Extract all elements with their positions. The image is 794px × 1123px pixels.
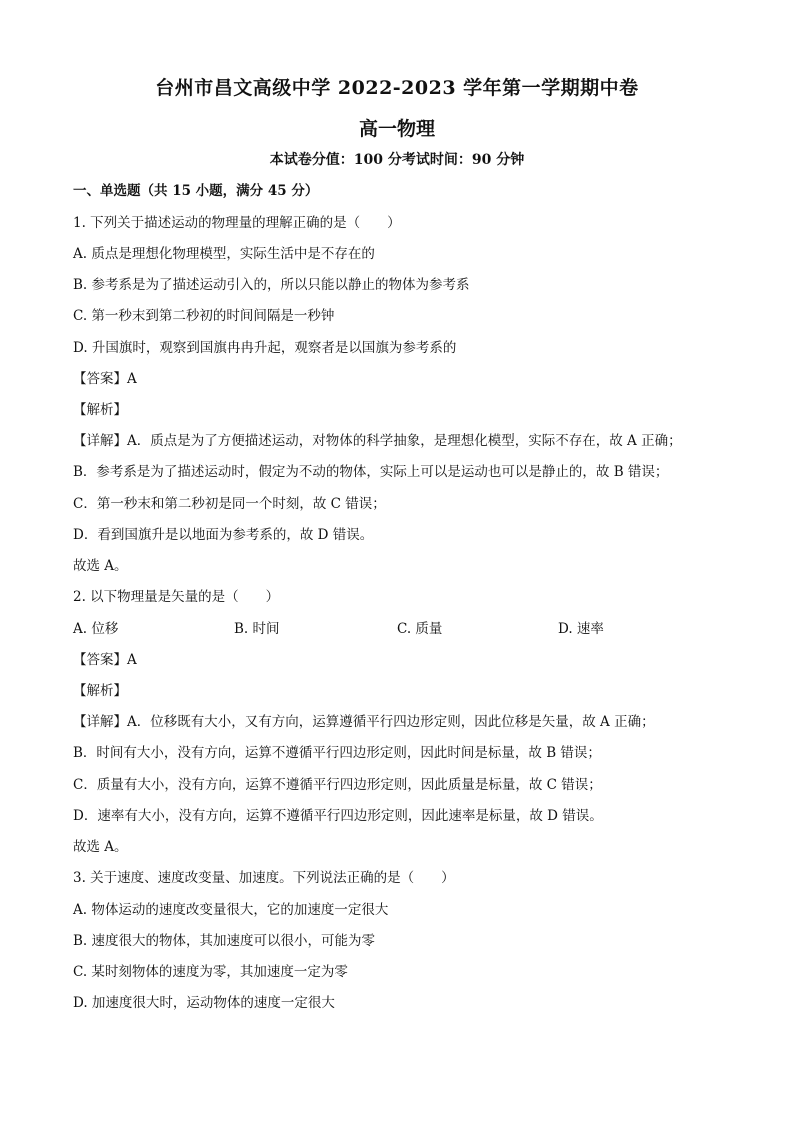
q2-stem: 2. 以下物理量是矢量的是（ ） bbox=[73, 589, 280, 605]
q1-analysis-label: 【解析】 bbox=[73, 402, 127, 418]
q2-option-c: C. 质量 bbox=[397, 621, 443, 637]
q1-option-a: A. 质点是理想化物理模型，实际生活中是不存在的 bbox=[73, 246, 375, 262]
q1-choose: 故选 A。 bbox=[73, 558, 128, 574]
q1-answer: 【答案】A bbox=[73, 371, 137, 387]
q2-detail-d: D．速率有大小，没有方向，运算不遵循平行四边形定则，因此速率是标量，故 D 错误。 bbox=[73, 808, 603, 824]
q2-detail-a: 【详解】A．位移既有大小，又有方向，运算遵循平行四边形定则，因此位移是矢量，故 A 正确； bbox=[73, 714, 655, 730]
exam-info: 本试卷分值：100 分考试时间：90 分钟 bbox=[269, 152, 525, 168]
q1-option-d: D. 升国旗时，观察到国旗冉冉升起，观察者是以国旗为参考系的 bbox=[73, 340, 457, 356]
exam-subject: 高一物理 bbox=[358, 118, 435, 140]
q2-analysis-label: 【解析】 bbox=[73, 683, 127, 699]
q3-option-c: C. 某时刻物体的速度为零，其加速度一定为零 bbox=[73, 964, 348, 980]
q2-choose: 故选 A。 bbox=[73, 839, 128, 855]
q3-option-b: B. 速度很大的物体，其加速度可以很小，可能为零 bbox=[73, 933, 376, 949]
q3-option-a: A. 物体运动的速度改变量很大，它的加速度一定很大 bbox=[73, 902, 389, 918]
section-heading: 一、单选题（共 15 小题，满分 45 分） bbox=[73, 183, 319, 199]
q3-option-d: D. 加速度很大时，运动物体的速度一定很大 bbox=[73, 995, 335, 1011]
q2-detail-c: C．质量有大小，没有方向，运算不遵循平行四边形定则，因此质量是标量，故 C 错误； bbox=[73, 777, 602, 793]
exam-title: 台州市昌文高级中学 2022-2023 学年第一学期期中卷 bbox=[155, 77, 639, 99]
q2-option-a: A. 位移 bbox=[73, 621, 119, 637]
q1-stem: 1. 下列关于描述运动的物理量的理解正确的是（ ） bbox=[73, 215, 401, 231]
q1-option-c: C. 第一秒末到第二秒初的时间间隔是一秒钟 bbox=[73, 308, 335, 324]
q1-detail-d: D．看到国旗升是以地面为参考系的，故 D 错误。 bbox=[73, 527, 374, 543]
q1-detail-a: 【详解】A．质点是为了方便描述运动，对物体的科学抽象，是理想化模型，实际不存在，故 A 正确； bbox=[73, 433, 682, 449]
q2-option-d: D. 速率 bbox=[558, 621, 604, 637]
q1-option-b: B. 参考系是为了描述运动引入的，所以只能以静止的物体为参考系 bbox=[73, 277, 470, 293]
q1-detail-b: B．参考系是为了描述运动时，假定为不动的物体，实际上可以是运动也可以是静止的，故 B 错误； bbox=[73, 464, 669, 480]
q1-detail-c: C．第一秒末和第二秒初是同一个时刻，故 C 错误； bbox=[73, 496, 386, 512]
q2-detail-b: B．时间有大小，没有方向，运算不遵循平行四边形定则，因此时间是标量，故 B 错误； bbox=[73, 745, 601, 761]
q2-answer: 【答案】A bbox=[73, 652, 137, 668]
q2-option-b: B. 时间 bbox=[234, 621, 280, 637]
q3-stem: 3. 关于速度、速度改变量、加速度。下列说法正确的是（ ） bbox=[73, 870, 455, 886]
